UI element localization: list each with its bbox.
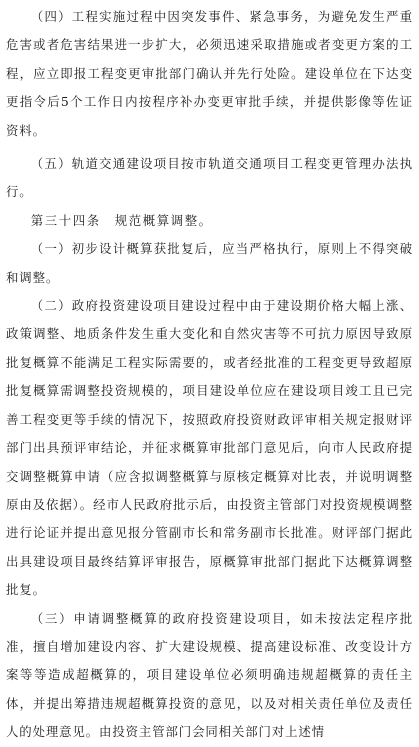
- paragraph-emergency-changes: （四）工程实施过程中因突发事件、紧急事务，为避免发生严重危害或者危害结果进一步扩大，必须迅速采取措施或者变更方案的工程，应立即报工程变更审批部门确认并先行处险。建设单位在下达变更指令后5个工作日内按程序补办变更审批手续，并提供影像等佐证资料。: [6, 9, 413, 138]
- paragraph-rail-transit: （五）轨道交通建设项目按市轨道交通项目工程变更管理办法执行。: [6, 156, 413, 200]
- paragraph-budget-adjustment: （二）政府投资建设项目建设过程中由于建设期价格大幅上涨、政策调整、地质条件发生重大变化和自然灾害等不可抗力原因导致原批复概算不能满足工程实际需要的，或者经批准的工程变更导致超原批复概算需调整投资规模的，项目建设单位应在建设项目竣工且已完善工程变更等手续的情况下，按照政府投资财政评审相关规定报财评部门出具预评审结论，并征求概算审批部门意见后，向市人民政府提交调整概算申请（应含拟调整概算与原核定概算对比表，并说明调整原由及依据）。经市人民政府批示后，由投资主管部门对投资规模调整进行论证并提出意见报分管副市长和常务副市长批准。财评部门据此出具建设项目最终结算评审报告，原概算审批部门据此下达概算调整批复。: [6, 298, 413, 598]
- paragraph-over-budget: （三）申请调整概算的政府投资建设项目，如未按法定程序批准，擅自增加建设内容、扩大建设规模、提高建设标准、改变设计方案等等造成超概算的，项目建设单位必须明确违规超概算的责任主体，并提出筹措违规超概算投资的意见，以及对相关责任单位及责任人的处理意见。由投资主管部门会同相关部门对上述情: [6, 610, 413, 740]
- article-34-heading: 第三十四条 规范概算调整。: [30, 212, 213, 228]
- paragraph-budget-strict: （一）初步设计概算获批复后，应当严格执行，原则上不得突破和调整。: [6, 241, 413, 285]
